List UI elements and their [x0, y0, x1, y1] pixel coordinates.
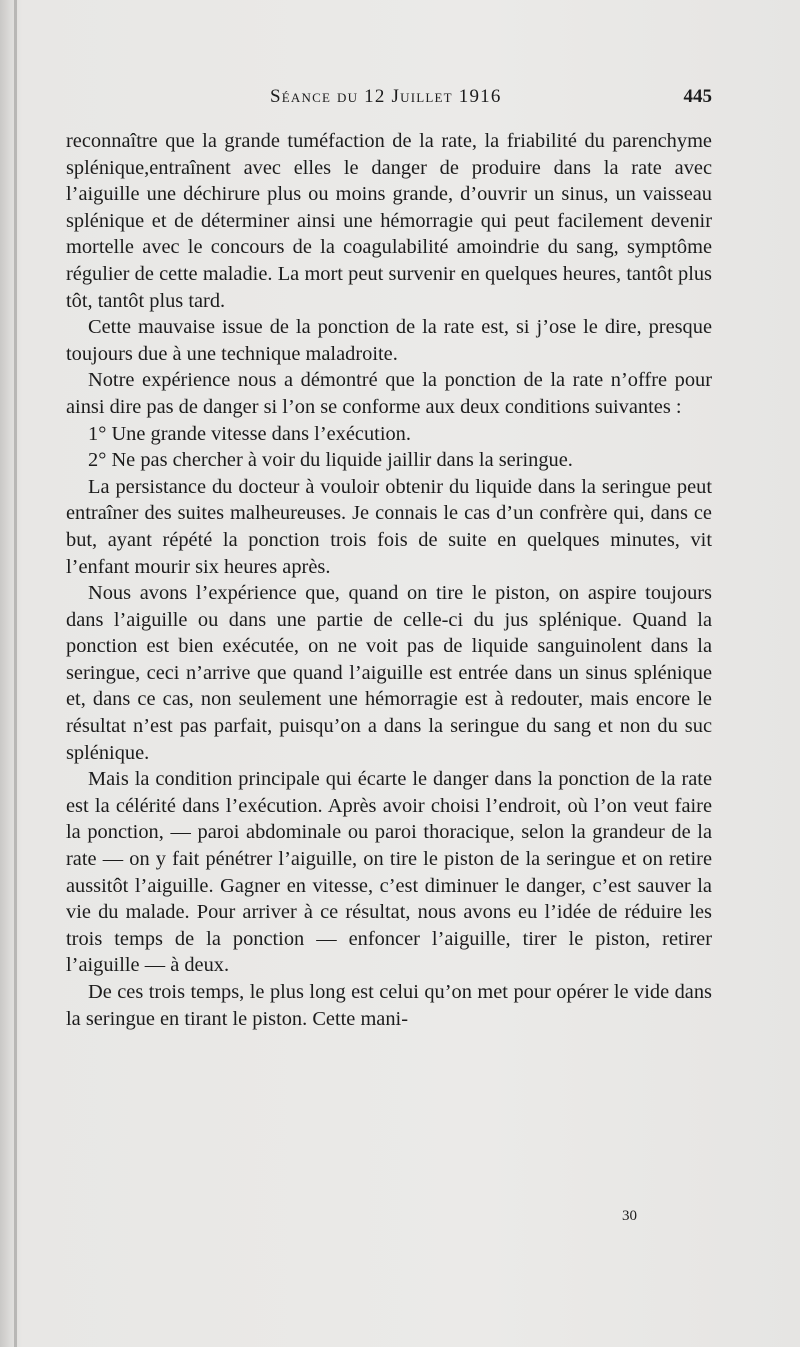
page-spine-shadow [14, 0, 17, 1347]
paragraph-3: Notre expérience nous a démontré que la ponction de la rate n’offre pour ainsi dire pas de danger si l’on se conforme aux deux conditions suivantes : [66, 369, 712, 418]
condition-1: 1° Une grande vitesse dans l’exécution. [88, 422, 411, 445]
printer-signature-mark: 30 [622, 1208, 637, 1224]
running-header [0, 86, 800, 116]
body-text [66, 128, 712, 1032]
paragraph-2: Cette mauvaise issue de la ponction de la rate est, si j’ose le dire, presque toujours due à une technique maladroite. [66, 316, 712, 365]
paragraph-1: reconnaître que la grande tuméfaction de la rate, la friabilité du parenchyme splénique,entraînent avec elles le danger de produire dans la rate avec l’aiguille une déchirure plus ou moins grande, d’ouvrir un sinus, un vaisseau splénique et de déterminer ainsi une hémorragie qui peut facilement devenir mortelle avec le concours de la coagulabilité amoindrie du sang, symptôme régulier de cette maladie. La mort peut survenir en quelques heures, tantôt plus tôt, tantôt plus tard. [66, 130, 712, 312]
paragraph-9: De ces trois temps, le plus long est celui qu’on met pour opérer le vide dans la seringue en tirant le piston. Cette mani- [66, 981, 712, 1030]
page-number: 445 [683, 86, 712, 107]
running-title: Séance du 12 Juillet 1916 [270, 86, 502, 107]
paragraph-8: Mais la condition principale qui écarte le danger dans la ponction de la rate est la célérité dans l’exécution. Après avoir choisi l’endroit, où l’on veut faire la ponction, — paroi abdominale ou paroi thoracique, selon la grandeur de la rate — on y fait pénétrer l’aiguille, on tire le piston de la seringue et on retire aussitôt l’aiguille. Gagner en vitesse, c’est diminuer le danger, c’est sauver la vie du malade. Pour arriver à ce résultat, nous avons eu l’idée de réduire les trois temps de la ponction — enfoncer l’aiguille, tirer le piston, retirer l’aiguille — à deux. [66, 768, 712, 977]
paragraph-6: La persistance du docteur à vouloir obtenir du liquide dans la seringue peut entraîner des suites malheureuses. Je connais le cas d’un confrère qui, dans ce but, ayant répété la ponction trois fois de suite en quelques minutes, vit l’enfant mourir six heures après. [66, 475, 712, 578]
condition-2: 2° Ne pas chercher à voir du liquide jaillir dans la seringue. [88, 449, 573, 472]
paragraph-7: Nous avons l’expérience que, quand on tire le piston, on aspire toujours dans l’aiguille ou dans une partie de celle-ci du jus splénique. Quand la ponction est bien exécutée, on ne voit pas de liquide sanguinolent dans la seringue, ceci n’arrive que quand l’aiguille est entrée dans un sinus splénique et, dans ce cas, non seulement une hémorragie est à redouter, mais encore le résultat n’est pas parfait, puisqu’on a dans la seringue du sang et non du suc splénique. [66, 582, 712, 764]
